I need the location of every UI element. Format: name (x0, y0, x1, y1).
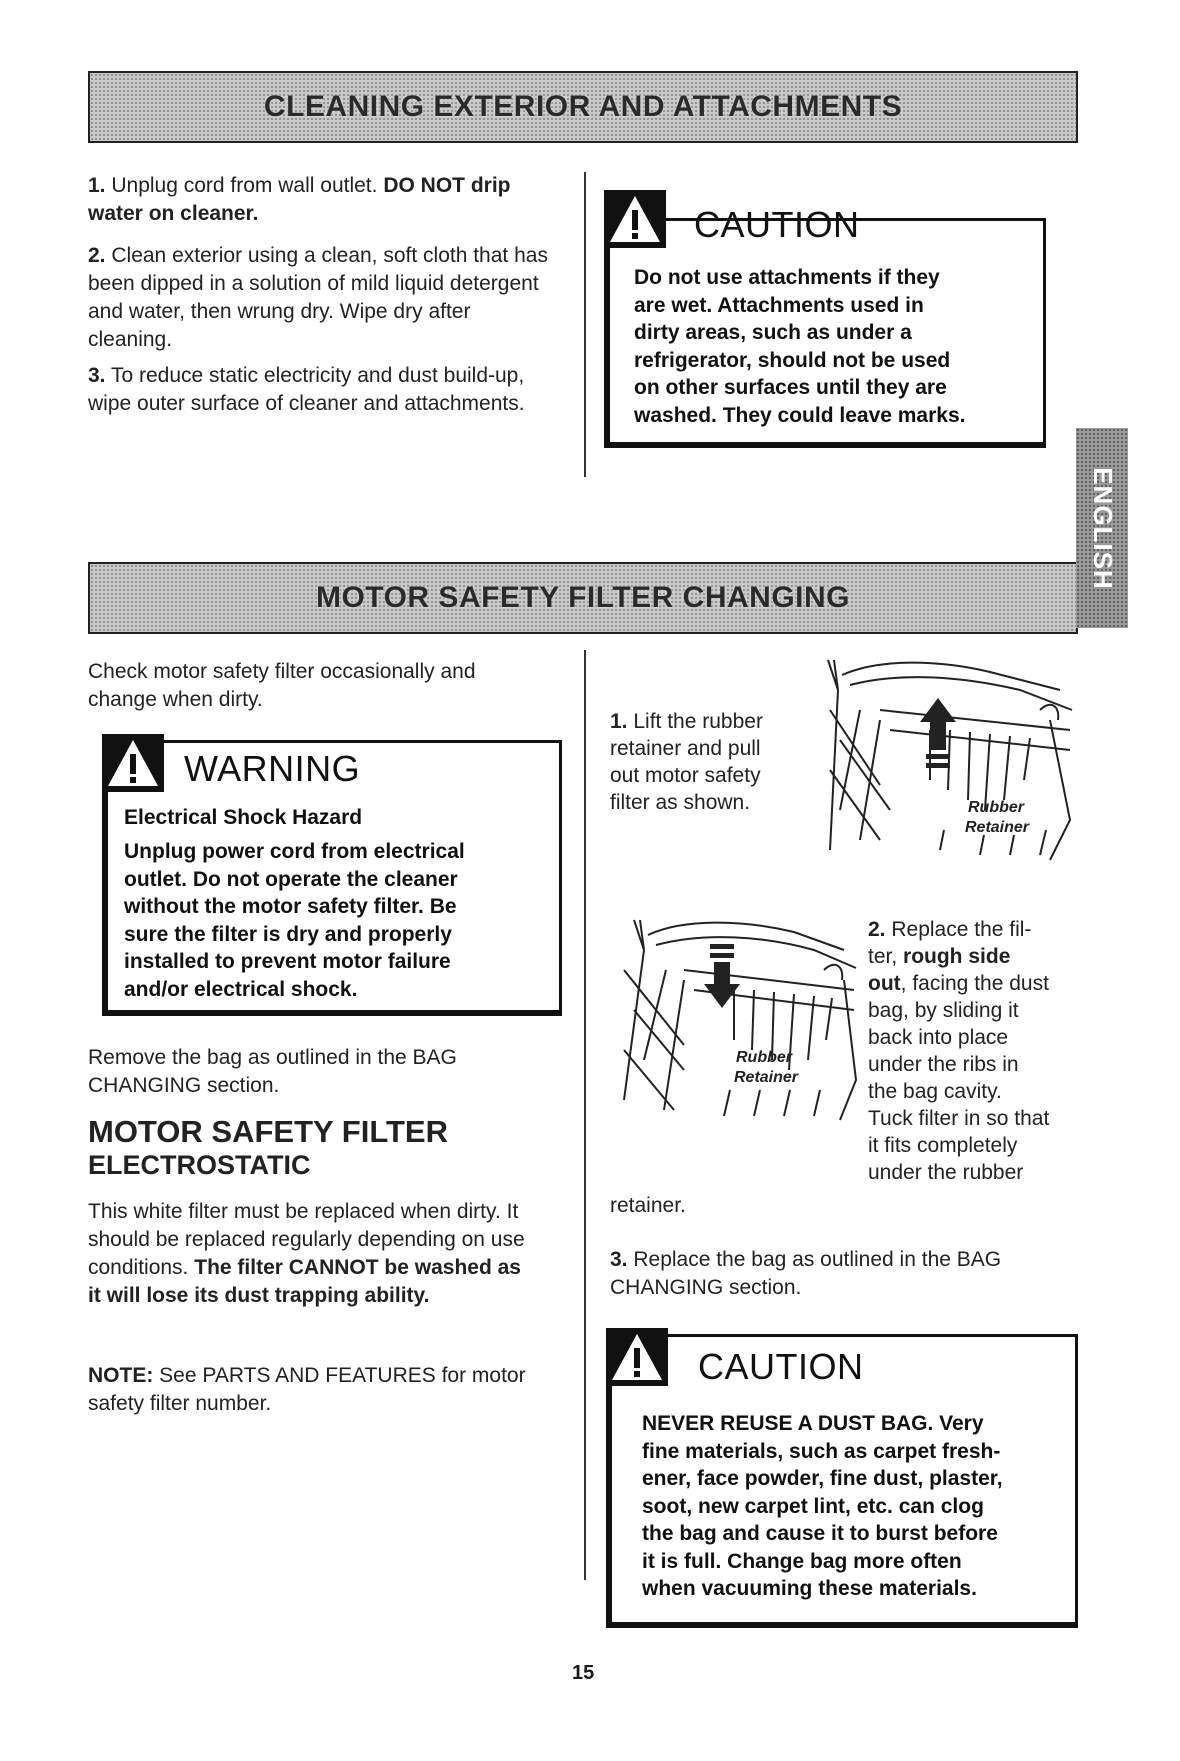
language-tab (1076, 428, 1128, 628)
filter-step-1: 1. Lift the rubber retainer and pull out motor safety filter as shown. (610, 710, 763, 814)
filter-description: This white filter must be replaced when dirty. It should be replaced regularly depending on use conditions. The filter CANNOT be washed as it will lose its dust trapping ability. (88, 1200, 525, 1307)
filter-note: NOTE: See PARTS AND FEATURES for motor safety filter number. (88, 1364, 526, 1415)
filter-removal-illustration (820, 650, 1082, 862)
filter-removal-diagram (820, 650, 1082, 862)
step-number: 3. (88, 364, 106, 387)
banner-title: MOTOR SAFETY FILTER CHANGING (315, 581, 850, 614)
svg-text:Retainer: Retainer (965, 819, 1030, 836)
step-text: Clean exterior using a clean, soft cloth that has been dipped in a solution of mild liquid detergent and water, then wrung dry. Wipe dry after cleaning. (88, 244, 548, 351)
filter-subheading: ELECTROSTATIC (88, 1150, 311, 1180)
filter-step-3: 3. Replace the bag as outlined in the BAG CHANGING section. (610, 1248, 1002, 1299)
warning-text: Unplug power cord from electrical outlet. Do not operate the cleaner without the motor safety filter. Be sure the filter is dry and properly installed to prevent motor failure and/or electrical shock. (124, 840, 465, 1001)
filter-heading: MOTOR SAFETY FILTER (88, 1114, 448, 1149)
filter-step-2: 2. Replace the fil- ter, rough side out, facing the dust bag, by sliding it back into place under the ribs in the bag cavity. Tuck filter in so that it fits completely under the rubber (868, 918, 1050, 1184)
svg-text:Rubber: Rubber (736, 1049, 792, 1066)
warning-triangle-icon (102, 734, 164, 792)
cleaning-step-1 (88, 172, 548, 228)
warning-title: WARNING (184, 748, 361, 789)
step-text: Unplug cord from wall outlet. (111, 174, 378, 197)
caution-text: Do not use attachments if they are wet. Attachments used in dirty areas, such as under a refrigerator, should not be used on other surfaces until they are washed. They could leave marks. (634, 266, 966, 427)
caution-box-attachments (604, 190, 1046, 448)
caution-title: CAUTION (694, 204, 860, 245)
caution-text: NEVER REUSE A DUST BAG. Very fine materials, such as carpet fresh- ener, face powder, fine dust, plaster, soot, new carpet lint, etc. can clog the bag and cause it to burst before it is full. Change bag more often when vacuuming these materials. (642, 1412, 1003, 1600)
filter-replace-diagram (604, 910, 866, 1122)
svg-text:Rubber: Rubber (968, 799, 1024, 816)
cleaning-step-2 (88, 242, 553, 354)
step-warning-text: DO NOT drip water on cleaner. (88, 174, 511, 225)
remove-bag-text: Remove the bag as outlined in the BAG CHANGING section. (88, 1046, 457, 1097)
caution-box-dust-bag (606, 1328, 1078, 1628)
caution-title: CAUTION (698, 1346, 864, 1387)
warning-triangle-icon (604, 190, 666, 248)
warning-triangle-icon (606, 1328, 668, 1386)
section-banner-cleaning (88, 71, 1078, 143)
page-number: 15 (572, 1662, 595, 1684)
warning-box-shock (102, 734, 562, 1016)
cleaning-step-3 (88, 362, 558, 418)
step-text: To reduce static electricity and dust build-up, wipe outer surface of cleaner and attachments. (88, 364, 525, 415)
column-divider (584, 172, 586, 477)
column-divider (584, 650, 586, 1580)
filter-step-2-tail: retainer. (610, 1194, 686, 1217)
motor-intro: Check motor safety filter occasionally and change when dirty. (88, 660, 476, 711)
step-number: 1. (88, 174, 106, 197)
banner-title: CLEANING EXTERIOR AND ATTACHMENTS (263, 90, 903, 123)
svg-text:Retainer: Retainer (734, 1069, 799, 1086)
language-tab-label: ENGLISH (1087, 466, 1118, 590)
section-banner-motor-filter (88, 562, 1078, 634)
filter-replace-illustration (604, 910, 866, 1122)
warning-subtitle: Electrical Shock Hazard (124, 806, 363, 829)
step-number: 2. (88, 244, 106, 267)
